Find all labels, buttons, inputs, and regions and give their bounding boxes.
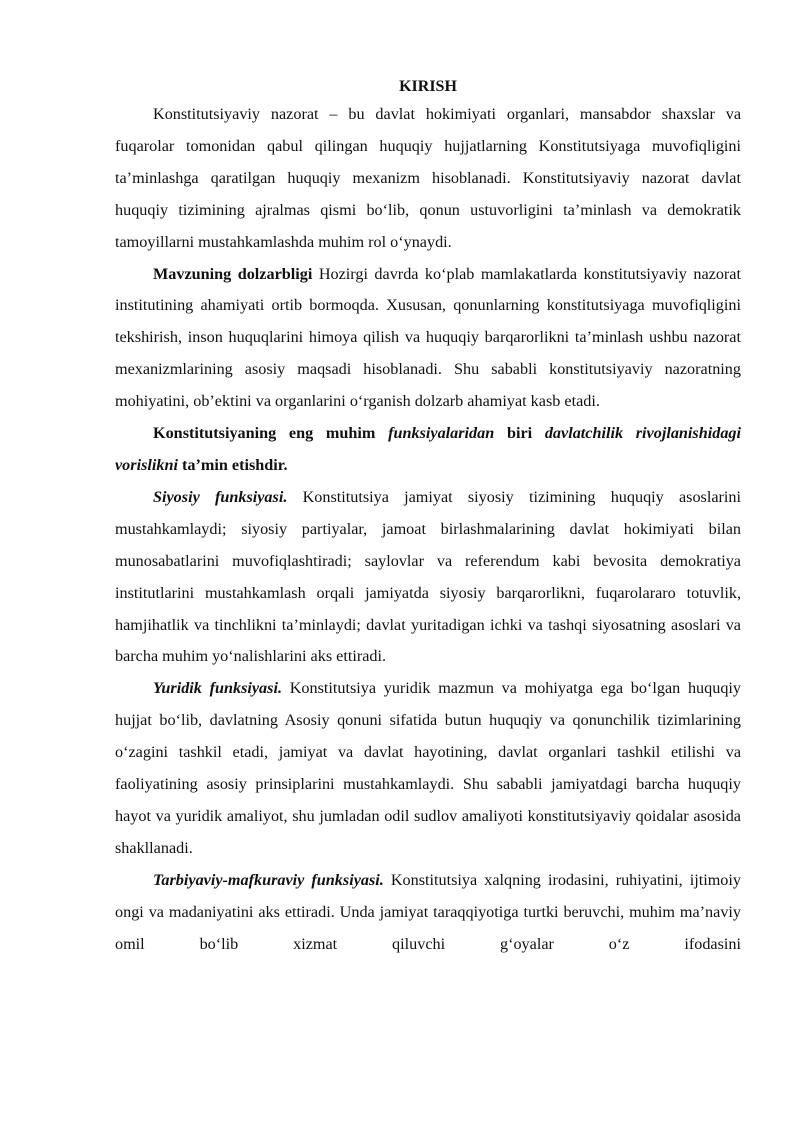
relevance-text: Hozirgi davrda ko‘plab mamlakatlarda konstitutsiyaviy nazorat institutining ahamiyati ortib bormoqda. Xususan, qonunlarning konstitutsiyaga muvofiqligini tekshirish, inson huquqlarini himoya qilish va huquqiy barqarorlikni ta’minlash ushbu nazorat mexanizmlarining asosiy maqsadi hisoblanadi. Shu sababli konstitutsiyaviy nazoratning mohiyatini, ob’ektini va organlarini o‘rganish dolzarb ahamiyat kasb etadi. xyxy=(115,264,741,411)
educational-function-text: Konstitutsiya xalqning irodasini, ruhiyatini, ijtimoiy ongi va madaniyatini aks ettiradi. Unda jamiyat taraqqiyotiga turtki beruvchi, muhim ma’naviy omil bo‘lib xizmat qiluvchi g‘oyalar o‘z ifodasini xyxy=(115,870,741,953)
document-page xyxy=(115,77,741,960)
legal-function-heading: Yuridik funksiyasi. xyxy=(153,679,282,698)
political-function-text: Konstitutsiya jamiyat siyosiy tizimining huquqiy asoslarini mustahkamlaydi; siyosiy partiyalar, jamoat birlashmalarining davlat hokimiyati bilan munosabatlarini muvofiqlashtiradi; saylovlar va referendum kabi bevosita demokratiya institutlarini mustahkamlash orqali jamiyatda siyosiy barqarorlikni, fuqarolararo totuvlik, hamjihatlik va tinchlikni ta’minlaydi; davlat yuritadigan ichki va tashqi siyosatning asoslari va barcha muhim yo‘nalishlarini aks ettiradi. xyxy=(115,487,741,666)
relevance-heading: Mavzuning dolzarbligi xyxy=(153,264,313,283)
functions-part4: davlatchilik rivojlanishidagi vorislikni xyxy=(115,424,742,474)
legal-function-paragraph xyxy=(115,673,741,864)
functions-part5: ta’min etishdir. xyxy=(177,455,288,474)
educational-function-paragraph xyxy=(115,865,741,961)
functions-part1: Konstitutsiyaning eng muhim xyxy=(153,424,389,443)
legal-function-text: Konstitutsiya yuridik mazmun va mohiyatga ega bo‘lgan huquqiy hujjat bo‘lib, davlatning Asosiy qonuni sifatida butun huquqiy va qonunchilik tizimlarining o‘zagini tashkil etadi, jamiyat va davlat hayotining, davlat organlari tashkil etilishi va faoliyatining asosiy prinsiplarini mustahkamlaydi. Shu sababli jamiyatdagi barcha huquqiy hayot va yuridik amaliyot, shu jumladan odil sudlov amaliyoti konstitutsiyaviy qoidalar asosida shakllanadi. xyxy=(115,679,741,857)
page-title: KIRISH xyxy=(399,78,457,95)
political-function-paragraph xyxy=(115,482,741,673)
functions-part2: funksiyalaridan xyxy=(388,424,495,443)
political-function-heading: Siyosiy funksiyasi. xyxy=(153,487,288,506)
intro-paragraph: Konstitutsiyaviy nazorat – bu davlat hokimiyati organlari, mansabdor shaxslar va fuqarolar tomonidan qabul qilingan huquqiy hujjatlarning Konstitutsiyaga muvofiqligini ta’minlashga qaratilgan huquqiy mexanizm hisoblanadi. Konstitutsiyaviy nazorat davlat huquqiy tizimining ajralmas qismi bo‘lib, qonun ustuvorligini ta’minlash va demokratik tamoyillarni mustahkamlashda muhim rol o‘ynaydi. xyxy=(115,105,741,251)
functions-paragraph xyxy=(115,418,741,482)
relevance-paragraph xyxy=(115,259,741,419)
functions-part3: biri xyxy=(494,424,545,443)
educational-function-heading: Tarbiyaviy-mafkuraviy funksiyasi. xyxy=(153,870,384,889)
